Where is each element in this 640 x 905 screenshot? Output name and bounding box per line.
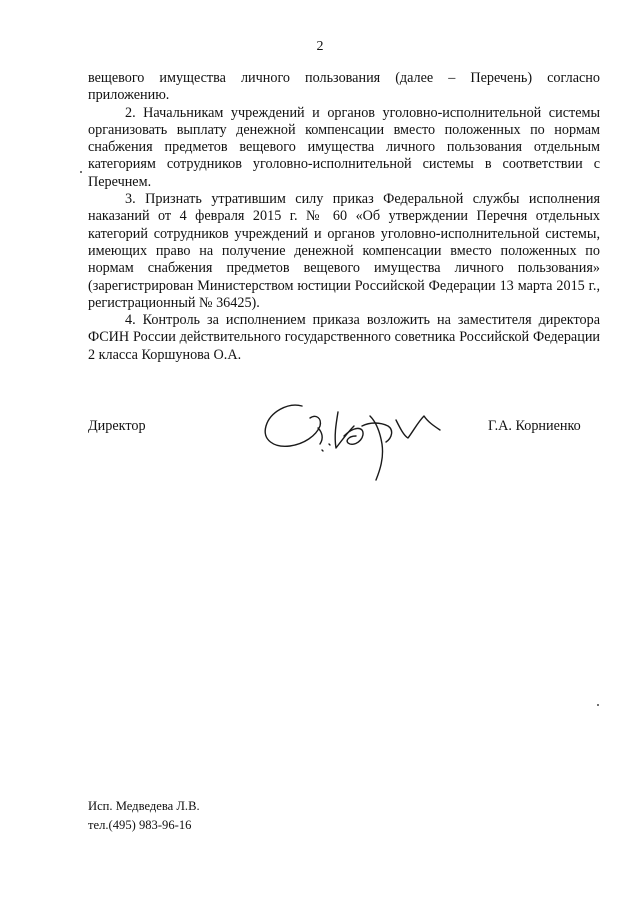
executor-footer [88,797,200,835]
scan-speck [80,171,82,173]
handwritten-signature [258,392,444,484]
paragraph-item-2: 2. Начальникам учреждений и органов уголовно-исполнительной системы организовать выплату денежной компенсации вместо положенных по нормам снабжения предметов вещевого имущества личного пользования отдельным категориям сотрудников уголовно-исполнительной системы в соответствии с Перечнем. [88,104,600,190]
executor-phone: тел.(495) 983-96-16 [88,818,192,832]
scan-speck [597,704,599,706]
document-body [88,70,600,364]
signatory-title: Директор [88,418,146,434]
paragraph-continuation: вещевого имущества личного пользования (далее – Перечень) согласно приложению. [88,70,600,104]
paragraph-item-3: 3. Признать утратившим силу приказ Федеральной службы исполнения наказаний от 4 февраля 2015 г. № 60 «Об утверждении Перечня отдельных категорий сотрудников учреждений и органов уголовно-исполнительной системы, имеющих право на получение денежной компенсации вместо положенных по нормам снабжения предметов вещевого имущества личного пользования» (зарегистрирован Министерством юстиции Российской Федерации 13 марта 2015 г., регистрационный № 36425). [88,191,600,311]
paragraph-item-4: 4. Контроль за исполнением приказа возложить на заместителя директора ФСИН России действительного государственного советника Российской Федерации 2 класса Коршунова О.А. [88,312,600,363]
signatory-name: Г.А. Корниенко [488,418,581,434]
page-number: 2 [316,39,324,54]
executor-name: Исп. Медведева Л.В. [88,799,200,813]
